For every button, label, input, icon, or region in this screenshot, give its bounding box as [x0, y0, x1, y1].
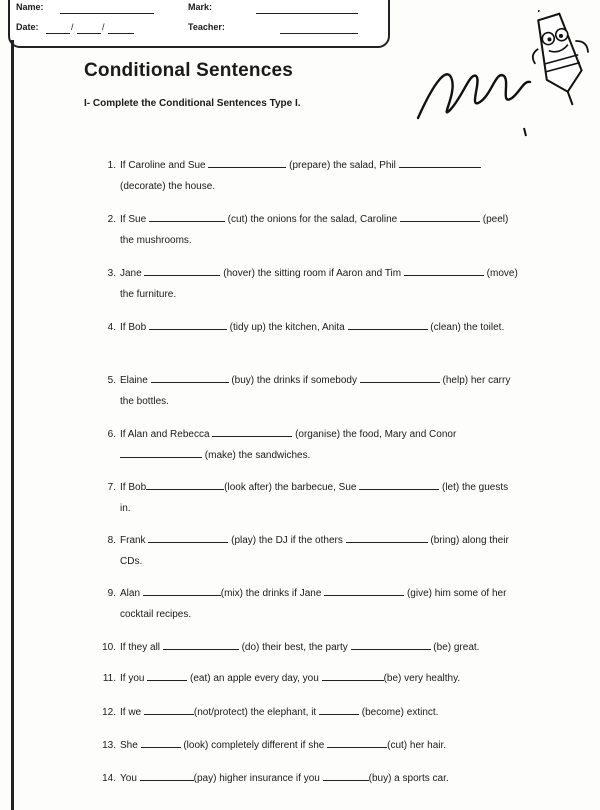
sentence-text: Elaine — [120, 375, 151, 386]
sentence-text: (be) great. — [430, 642, 480, 653]
exercise-sentence — [120, 317, 518, 338]
sentence-text: (not/protect) the elephant, it — [193, 707, 319, 718]
sentence-text: If Caroline and Sue — [120, 160, 209, 171]
sentence-text: (peel) the mushrooms. — [120, 214, 509, 246]
exercise-sentence — [120, 263, 518, 305]
exercise-number: 10. — [102, 642, 116, 653]
sentence-text: If Bob — [120, 322, 149, 333]
sentence-text: (hover) the sitting room if Aaron and Tim — [220, 268, 404, 279]
sentence-text: She — [120, 740, 141, 751]
exercise-number: 1. — [107, 160, 116, 171]
sentence-text: (prepare) the salad, Phil — [286, 160, 399, 171]
sentence-text: Jane — [120, 268, 145, 279]
answer-blank[interactable] — [324, 584, 404, 596]
answer-blank[interactable] — [322, 669, 384, 681]
answer-blank[interactable] — [163, 638, 239, 650]
exercise-sentence — [120, 637, 518, 658]
pencil-mascot-illustration — [400, 10, 600, 150]
sentence-text: (buy) the drinks if somebody — [228, 375, 360, 386]
sentence-text: You — [120, 773, 140, 784]
exercise-sentence — [120, 370, 518, 412]
exercise-sentence — [120, 668, 518, 689]
date-separator: / — [102, 22, 105, 32]
sentence-text: (play) the DJ if the others — [228, 535, 346, 546]
sentence-text: (look after) the barbecue, Sue — [224, 482, 360, 493]
answer-blank[interactable] — [351, 638, 431, 650]
sentence-text: (eat) an apple every day, you — [187, 673, 322, 684]
sentence-text: If they all — [120, 642, 163, 653]
sentence-text: If we — [120, 707, 144, 718]
exercise-number: 3. — [107, 268, 116, 279]
sentence-text: If Bob — [120, 482, 147, 493]
answer-blank[interactable] — [149, 318, 227, 330]
exercise-number: 13. — [102, 740, 116, 751]
answer-blank[interactable] — [360, 371, 440, 383]
exercise-number: 6. — [107, 429, 116, 440]
exercise-sentence — [120, 155, 518, 197]
sentence-text: (give) him some of her cocktail recipes. — [120, 588, 507, 620]
answer-blank[interactable] — [400, 210, 480, 222]
exercise-number: 14. — [102, 773, 116, 784]
date-year-field[interactable] — [108, 33, 134, 34]
teacher-field[interactable] — [280, 33, 358, 34]
binder-line — [11, 40, 14, 810]
answer-blank[interactable] — [143, 584, 221, 596]
exercise-number: 9. — [107, 588, 116, 599]
sentence-text: (bring) along their CDs. — [120, 535, 509, 567]
answer-blank[interactable] — [147, 669, 187, 681]
mark-field[interactable] — [256, 13, 358, 14]
answer-blank[interactable] — [319, 703, 359, 715]
answer-blank[interactable] — [141, 736, 181, 748]
sentence-text: If Sue — [120, 214, 149, 225]
answer-blank[interactable] — [346, 531, 428, 543]
exercise-sentence — [120, 530, 518, 572]
answer-blank[interactable] — [327, 736, 387, 748]
exercise-sentence — [120, 768, 518, 789]
sentence-text: (be) very healthy. — [383, 673, 461, 684]
exercise-sentence — [120, 583, 518, 625]
exercise-number: 11. — [102, 673, 116, 684]
answer-blank[interactable] — [208, 156, 286, 168]
sentence-text: (tidy up) the kitchen, Anita — [226, 322, 348, 333]
answer-blank[interactable] — [399, 156, 481, 168]
sentence-text: Alan — [120, 588, 143, 599]
answer-blank[interactable] — [212, 425, 292, 437]
exercise-sentence — [120, 735, 518, 756]
date-month-field[interactable] — [77, 33, 101, 34]
exercise-number: 12. — [102, 707, 116, 718]
answer-blank[interactable] — [151, 371, 229, 383]
answer-blank[interactable] — [146, 478, 224, 490]
exercise-sentence — [120, 209, 518, 251]
date-label: Date: — [16, 22, 39, 32]
instruction-text: I- Complete the Conditional Sentences Type I. — [84, 98, 301, 109]
answer-blank[interactable] — [359, 478, 439, 490]
sentence-text: (make) the sandwiches. — [202, 450, 311, 461]
answer-blank[interactable] — [348, 318, 428, 330]
answer-blank[interactable] — [144, 703, 194, 715]
sentence-text: Frank — [120, 535, 149, 546]
sentence-text: (help) her carry the bottles. — [120, 375, 511, 407]
sentence-text: (decorate) the house. — [120, 181, 216, 192]
answer-blank[interactable] — [144, 264, 220, 276]
answer-blank[interactable] — [404, 264, 484, 276]
exercise-sentence — [120, 424, 518, 466]
exercise-sentence — [120, 477, 518, 519]
sentence-text: (cut) the onions for the salad, Caroline — [224, 214, 400, 225]
sentence-text: (mix) the drinks if Jane — [220, 588, 325, 599]
sentence-text: (cut) her hair. — [387, 740, 447, 751]
sentence-text: If you — [120, 673, 148, 684]
sentence-text: (clean) the toilet. — [427, 322, 505, 333]
sentence-text: (look) completely different if she — [180, 740, 328, 751]
exercise-number: 2. — [107, 214, 116, 225]
sentence-text: (move) the furniture. — [120, 268, 518, 300]
answer-blank[interactable] — [149, 210, 225, 222]
sentence-text: (pay) higher insurance if you — [193, 773, 323, 784]
page-title: Conditional Sentences — [84, 60, 294, 81]
sentence-text: (let) the guests in. — [120, 482, 509, 514]
sentence-text: (become) extinct. — [358, 707, 439, 718]
sentence-text: (buy) a sports car. — [368, 773, 449, 784]
answer-blank[interactable] — [323, 769, 369, 781]
exercise-sentence — [120, 702, 518, 723]
date-separator: / — [71, 22, 74, 32]
exercise-number: 8. — [107, 535, 116, 546]
answer-blank[interactable] — [140, 769, 194, 781]
date-day-field[interactable] — [46, 33, 70, 34]
mark-label: Mark: — [188, 2, 213, 12]
sentence-text: (organise) the food, Mary and Conor — [292, 429, 457, 440]
teacher-label: Teacher: — [188, 22, 225, 32]
answer-blank[interactable] — [148, 531, 228, 543]
exercise-number: 4. — [107, 322, 116, 333]
answer-blank[interactable] — [120, 446, 202, 458]
sentence-text: (do) their best, the party — [238, 642, 351, 653]
name-field[interactable] — [60, 13, 154, 14]
student-info-box — [8, 0, 390, 48]
exercise-number: 5. — [107, 375, 116, 386]
exercise-number: 7. — [107, 482, 116, 493]
name-label: Name: — [16, 2, 44, 12]
sentence-text: If Alan and Rebecca — [120, 429, 213, 440]
